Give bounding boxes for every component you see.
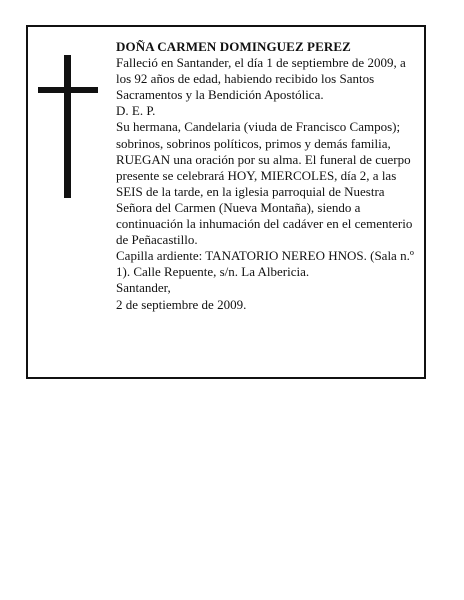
cross-vertical-bar	[64, 55, 71, 198]
funeral-chapel: Capilla ardiente: TANATORIO NEREO HNOS. (Sala n.º 1). Calle Repuente, s/n. La Albericia.	[116, 248, 414, 280]
obituary-notice	[26, 25, 426, 379]
deceased-name: DOÑA CARMEN DOMINGUEZ PEREZ	[116, 39, 351, 54]
latin-cross-icon	[38, 55, 98, 200]
obituary-text	[116, 39, 422, 313]
notice-date: 2 de septiembre de 2009.	[116, 296, 247, 312]
death-announcement: Falleció en Santander, el día 1 de septiembre de 2009, a los 92 años de edad, habiendo recibido los Santos Sacramentos y la Bendición Apostólica.	[116, 55, 406, 103]
rest-in-peace: D. E. P.	[116, 103, 156, 119]
notice-place: Santander,	[116, 280, 171, 296]
cross-horizontal-bar	[38, 87, 98, 93]
family-prayer-request: Su hermana, Candelaria (viuda de Francisco Campos); sobrinos, sobrinos políticos, primos y demás familia, RUEGAN una oración por su alma. El funeral de cuerpo presente se celebrará HOY, MIERCOLES, día 2, a las SEIS de la tarde, en la iglesia parroquial de Nuestra Señora del Carmen (Nueva Montaña), siendo a continuación la inhumación del cadáver en el cementerio de Peñacastillo.	[116, 119, 413, 248]
